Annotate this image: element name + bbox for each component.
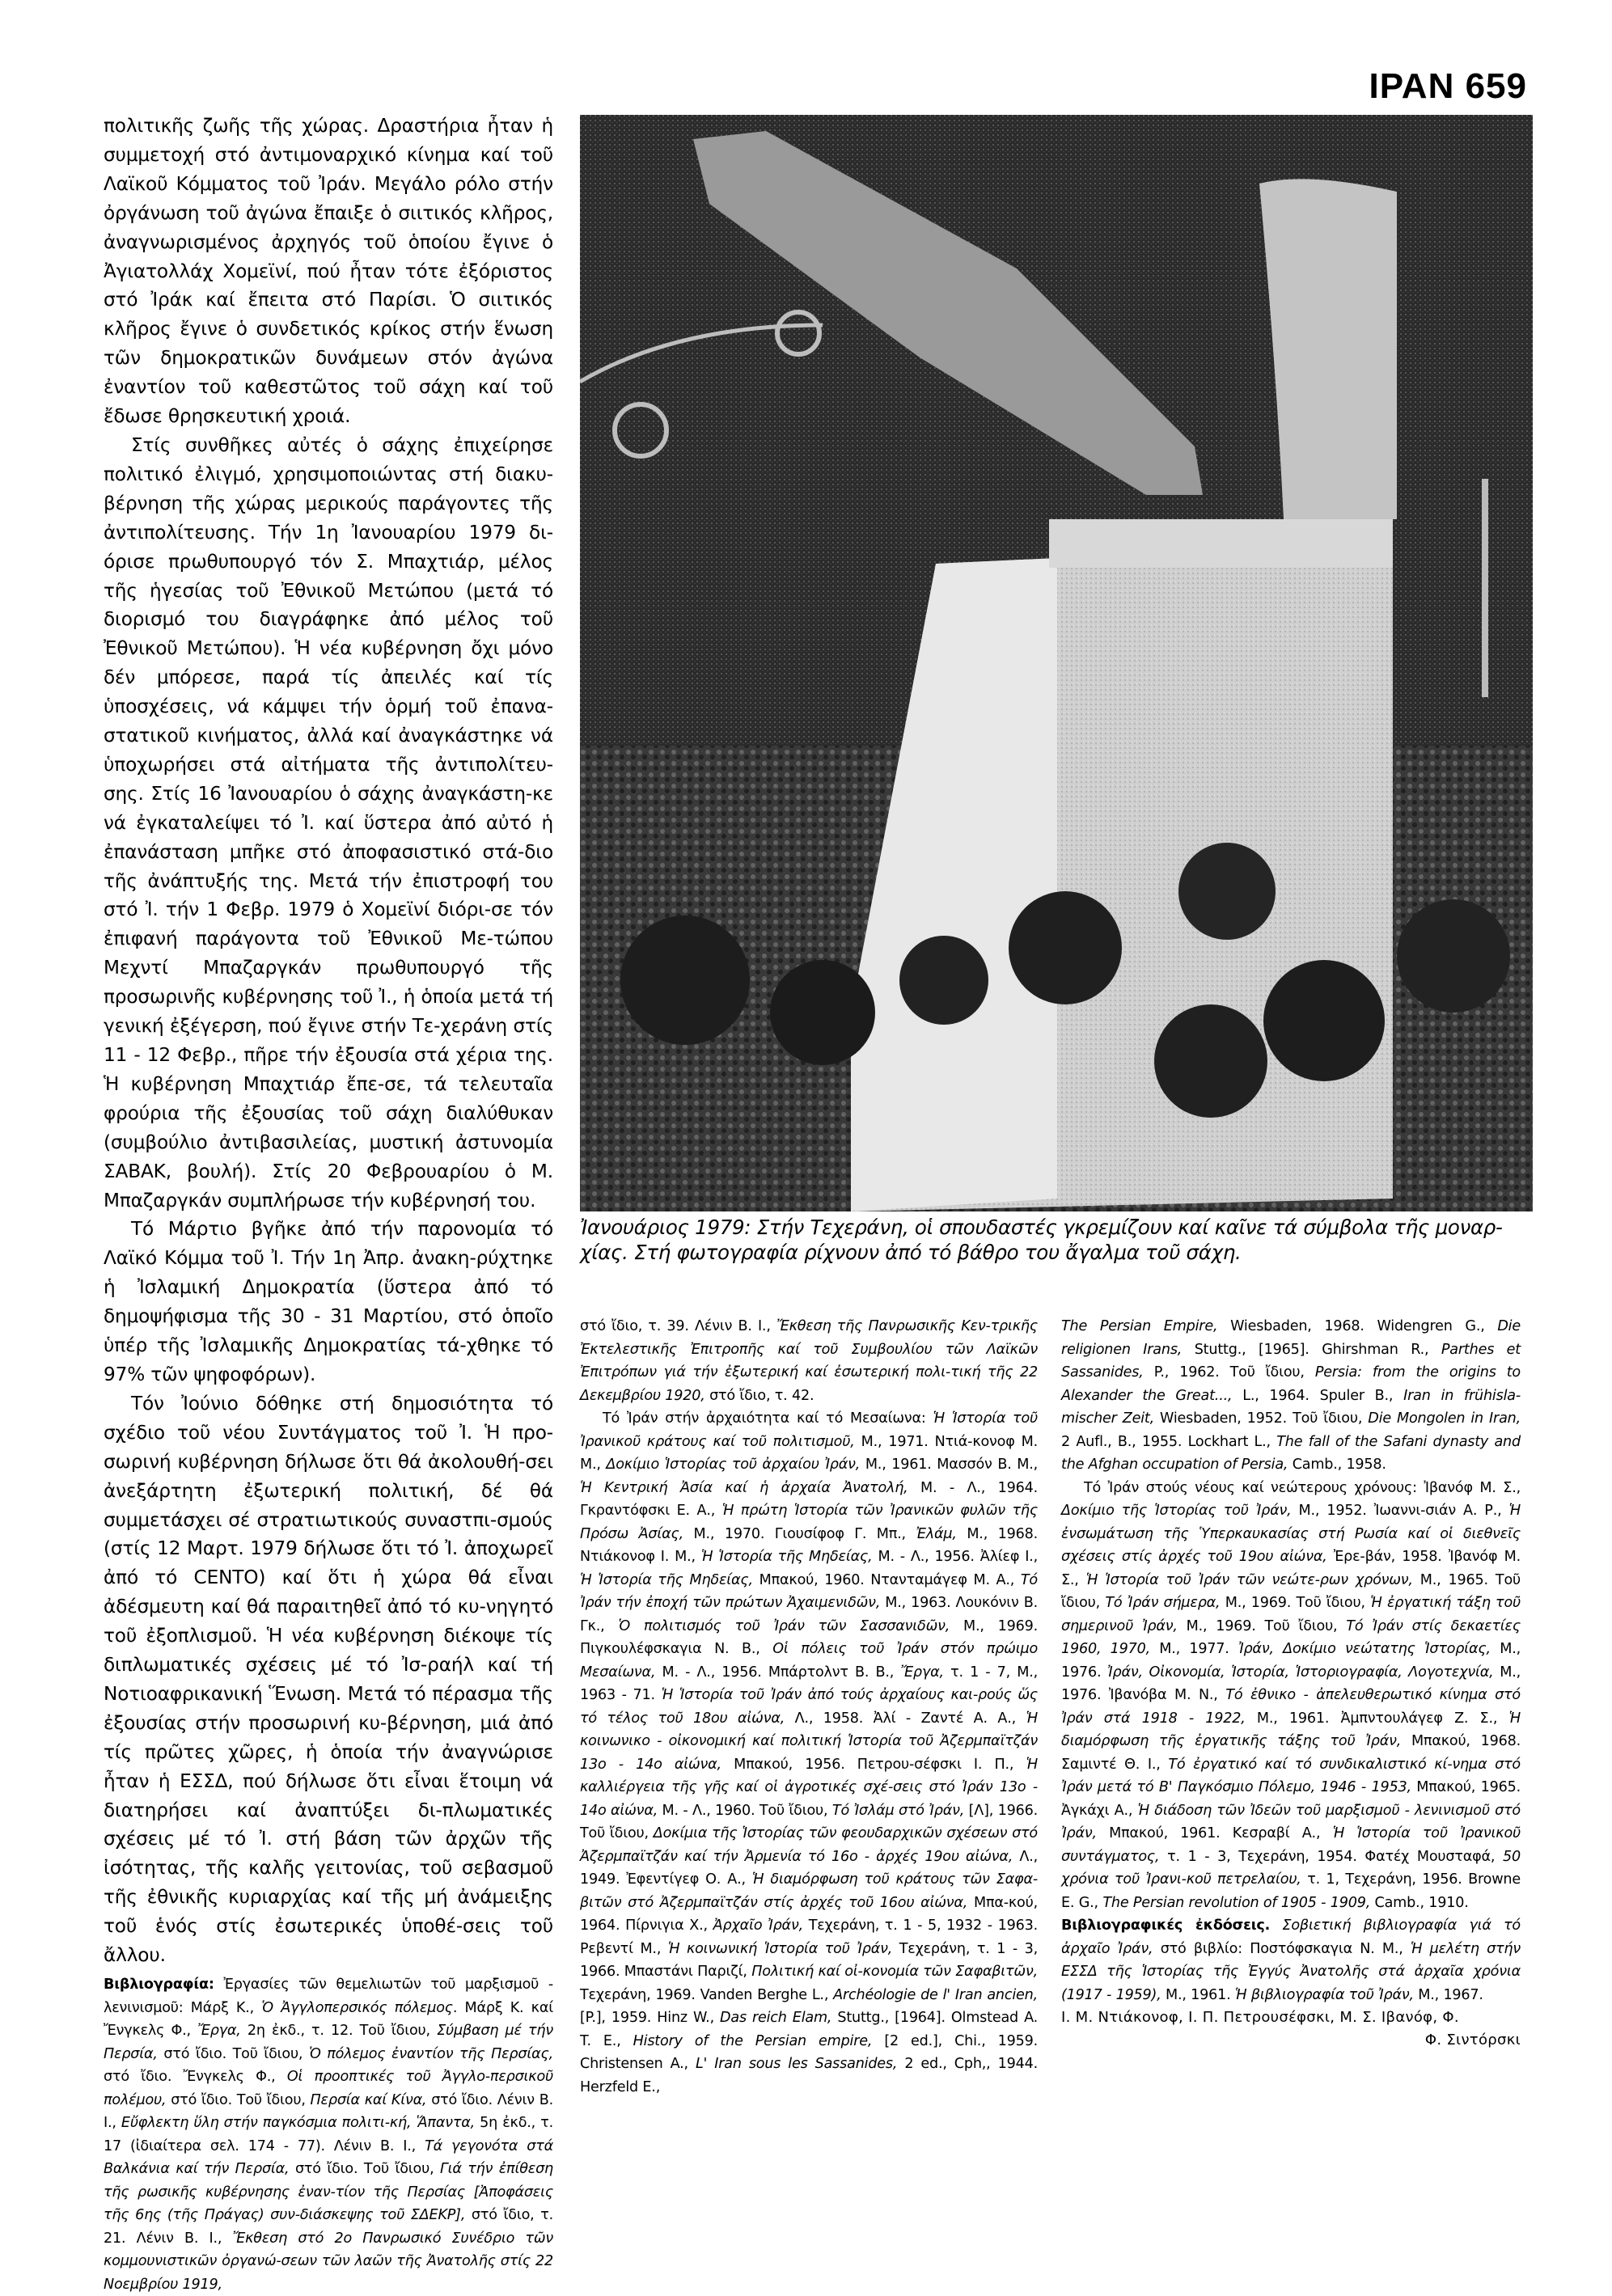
citation-text: Μ., 1971. Ντιά-κονοφ Μ. Μ., <box>580 1433 1038 1473</box>
citation-text: στό ἴδιο. Τοῦ ἴδιου, <box>166 2091 311 2108</box>
citation-title: Ἡ Ἱστορία τοῦ Ἰρανικοῦ κράτους καί τοῦ πολιτισμοῦ, <box>580 1410 1038 1450</box>
citation-text: Μ., 1961. <box>1161 1986 1235 2003</box>
citation-title: Οἱ προοπτικές τοῦ Ἀγγλο-περσικοῦ πολέμου, <box>104 2069 554 2108</box>
citation-title: Ἡ Ἱστορία τοῦ Ἰράν ἀπό τούς ἀρχαίους και-ρούς ὥς τό τέλος τοῦ 18ου αἰώνα, <box>580 1687 1038 1727</box>
citation-text: Λ., 1949. Ἐφεντίγεφ Ο. Α., <box>580 1848 1039 1888</box>
citation-text: Τεχεράνη, τ. 1 - 5, 1932 - 1963. Ρεβεντί Μ., <box>580 1918 1038 1957</box>
citation-title: Τό ἐθνικο - ἀπελευθερωτικό κίνημα στό Ἰράν στά 1918 - 1922, <box>1061 1687 1521 1727</box>
citation-title: Ἡ Ἱστορία τοῦ Ἰράν τῶν νεώτε-ρων χρόνων, <box>1085 1571 1413 1588</box>
photo-pole <box>1482 479 1488 697</box>
citation-text: Τό Ἰράν στήν ἀρχαιότητα καί τό Μεσαίωνα: <box>603 1410 933 1427</box>
citation-title: Ἡ Κεντρική Ἀσία καί ἡ ἀρχαία Ἀνατολή, <box>580 1479 908 1496</box>
citation-title: Ὁ πολιτισμός τοῦ Ἰράν τῶν Σασσανιδῶν, <box>618 1617 950 1634</box>
citation-text: Μ., 1965. Τοῦ ἴδιου, <box>1061 1571 1521 1611</box>
citation-title: Iran in frühisla-mischer Zeit, <box>1061 1387 1521 1427</box>
citation-text: στό ἴδιο. Τοῦ ἴδιου, <box>289 2161 441 2177</box>
citation-text: Μ., 1952. Ἰωαννι-σιάν Α. Ρ., <box>1291 1503 1509 1519</box>
citation-title: Ἡ κοινωνική Ἱστορία τοῦ Ἰράν, <box>667 1940 893 1957</box>
citation-title: Persia: from the origins to Alexander the Great..., <box>1061 1364 1521 1404</box>
citation-title: Τό Ἰράν σήμερα, <box>1105 1595 1221 1611</box>
citation-text: [2 ed.], Chi., 1959. Christensen A., <box>580 2032 1038 2072</box>
citation-title: Ἡ διαμόρφωση τοῦ κράτους τῶν Σαφα-βιτῶν στό Ἀζερμπαϊτζάν στίς ἀρχές τοῦ 16ου αἰώνα, <box>580 1871 1038 1911</box>
citation-text: Μ., 1976. <box>1061 1641 1521 1681</box>
citation-text: Μ. - Λ., 1960. Τοῦ ἴδιου, <box>658 1802 832 1819</box>
citation-title: Σύμβαση μέ τήν Περσία, <box>104 2023 553 2062</box>
citation-text: Μπα-κού, 1964. Πίρνιγια Χ., <box>580 1894 1038 1934</box>
citation-text: 5η ἐκδ., τ. 17 (ἰδιαίτερα σελ. 174 - 77). Λένιν Β. Ι., <box>104 2115 553 2154</box>
citation-text: Μ., 1968. Ντιάκονοφ Ι. Μ., <box>580 1525 1038 1565</box>
citation-text: 2η ἐκδ., τ. 12. Τοῦ ἴδιου, <box>240 2023 438 2039</box>
photo-caption: Ἰανουάριος 1979: Στήν Τεχεράνη, οἱ σπουδαστές γκρεμίζουν καί καῖνε τά σύμβολα τῆς μοναρ-χίας. Στή φωτογραφία ρίχνουν ἀπό τό βάθρο του ἄγαλμα τοῦ σάχη. <box>580 1216 1503 1264</box>
citation-text: Ἐργασίες τῶν θεμελιωτῶν τοῦ μαρξισμοῦ - λενινισμοῦ: Μάρξ Κ., <box>104 1977 553 2016</box>
citation-title: Ἡ κοινωνικο - οἰκονομική καί πολιτική Ἱστορία τοῦ Ἀζερμπαϊτζάν 13ο - 14ο αἰώνα, <box>580 1710 1039 1773</box>
bibliography-text <box>104 1977 553 2293</box>
citation-text: 2 ed., Cph,, 1944. Herzfeld E., <box>580 2056 1038 2095</box>
citation-title: Parthes et Sassanides, <box>1061 1341 1521 1381</box>
citation-text: στό ἴδιο, τ. 39. Λένιν Β. Ι., <box>580 1318 776 1334</box>
citation-text: στό ἴδιο, τ. 42. <box>704 1387 814 1404</box>
citation-text: Μ. - Λ., 1964. Γκραντόφσκι Ε. Α., <box>580 1479 1038 1519</box>
citation-title: Ἔκθεση τῆς Πανρωσικῆς Κεν-τρικῆς Ἐκτελεστικῆς Ἐπιτροπῆς καί τοῦ Συμβουλίου τῶν Λαϊκῶν Ἐπιτρόπων γιά τήν ἐξωτερική καί ἐσωτερική πολι-τική τῆς 22 Δεκεμβρίου 1920, <box>580 1318 1038 1404</box>
bibliography-paragraph <box>1061 1477 1521 1915</box>
citation-text: P., 1962. Τοῦ ἴδιου, <box>1143 1364 1315 1381</box>
citation-title: Τό Ἰσλάμ στό Ἰράν, <box>831 1802 965 1819</box>
bibliography-paragraph <box>580 1315 1038 1407</box>
citation-text: Τό Ἰράν στούς νέους καί νεώτερους χρόνους: Ἰβανόφ Μ. Σ., <box>1084 1479 1521 1496</box>
citation-text: Camb., 1910. <box>1370 1894 1469 1911</box>
citation-text: L., 1964. Spuler B., <box>1232 1387 1404 1404</box>
right-column-bibliography <box>1061 1315 1521 2052</box>
citation-title: Ἡ βιβλιογραφία τοῦ Ἰράν, <box>1234 1986 1414 2003</box>
citation-text: Wiesbaden, 1952. Τοῦ ἴδιου, <box>1153 1410 1369 1427</box>
citation-title: L' Iran sous les Sassanides, <box>695 2056 898 2072</box>
citation-text: Μ., 1969. Τοῦ ἴδιου, <box>1220 1595 1371 1611</box>
citation-title: Πολιτική καί οἰ-κονομία τῶν Σαφαβιτῶν, <box>751 1964 1038 1980</box>
citation-text: Μ., 1967. <box>1413 1986 1483 2003</box>
citation-title: Περσία καί Κίνα, <box>310 2091 427 2108</box>
citation-title: Γιά τήν ἐπίθεση τῆς ρωσικῆς κυβέρνησης ἐναν-τίον τῆς Περσίας [Ἀποφάσεις τῆς 6ης (τῆς Πράγας) συν-διάσκεψης τοῦ ΣΔΕΚΡ], <box>104 2161 553 2223</box>
citation-text: Μ., 1970. Γιουσίφοφ Γ. Μπ., <box>683 1525 916 1542</box>
citation-text: στό ἴδιο. Τοῦ ἴδιου, <box>157 2045 309 2062</box>
photo-statue-toppling <box>580 115 1533 1211</box>
citation-title: Σοβιετική βιβλιογραφία γιά τό ἀρχαῖο Ἰράν, <box>1061 1918 1521 1957</box>
body-paragraph: Τόν Ἰούνιο δόθηκε στή δημοσιότητα τό σχέδιο τοῦ νέου Συντάγματος τοῦ Ἰ. Ἡ προ-σωρινή κυβέρνηση δήλωσε ὅτι θά ἀκολουθή-σει ἀνεξάρτητη ἐξωτερική πολιτική, δέ θά συμμετάσχει σέ στρατιωτικούς συναστπι-σμούς (στίς 12 Μαρτ. 1979 δήλωσε ὅτι τό Ἰ. ἀποχωρεῖ ἀπό τό CENTO) καί ὅτι ἡ χώρα θά εἶναι ἀδέσμευτη καί θά παραιτηθεῖ ἀπό τό κυ-νηγητό τοῦ ἐξοπλισμοῦ. Ἡ νέα κυβέρνηση διέκοψε τίς διπλωματικές σχέσεις μέ τό Ἰσ-ραήλ καί τή Νοτιοαφρικανική Ἕνωση. Μετά τό πέρασμα τῆς ἐξουσίας στήν προσωρινή κυ-βέρνηση, μιά ἀπό τίς πρῶτες χῶρες, ἡ ὁποία τήν ἀναγνώρισε ἦταν ἡ ΕΣΣΔ, πού δήλωσε ὅτι εἶναι ἕτοιμη νά διατηρήσει καί ἀναπτύξει δι-πλωματικές σχέσεις μέ τό Ἰ. στή βάση τῶν ἀρχῶν τῆς ἰσότητας, τῆς καλῆς γειτονίας, τοῦ σεβασμοῦ τῆς ἐθνικῆς κυριαρχίας καί τῆς μή ἀνάμειξης τοῦ ἑνός στίς ἐσωτερικές ὑποθέ-σεις τοῦ ἄλλου. <box>104 1392 553 1967</box>
citation-title: Ἡ μελέτη στήν ΕΣΣΔ τῆς Ἱστορίας τῆς Ἐγγύς Ἀνατολῆς στά ἀρχαῖα χρόνια (1917 - 1959), <box>1061 1940 1521 2003</box>
authors-signature: Ι. Μ. Ντιάκονοφ, Ι. Π. Πετρουσέφσκι, Μ. Σ. Ιβανόφ, Φ. <box>1061 2009 1459 2026</box>
citation-text: Ἐρε-βάν, 1958. Ἰβανόφ Μ. Σ., <box>1061 1549 1521 1588</box>
citation-title: Ἡ διαμόρφωση τῆς ἐργατικῆς τάξης τοῦ Ἰράν, <box>1061 1710 1521 1749</box>
page-running-title: IPAN 659 <box>1369 66 1527 106</box>
citation-text: Μ., 1976. Ἰβανόβα Μ. Ν., <box>1061 1664 1521 1703</box>
citation-text: στό ἴδιο. Ἔνγκελς Φ., <box>104 2069 287 2085</box>
citation-title: Εὔφλεκτη ὕλη στήν παγκόσμια πολιτι-κή, Ἅπαντα, <box>121 2115 476 2131</box>
citation-text: 2 Aufl., B., 1955. Lockhart L., <box>1061 1433 1277 1450</box>
citation-text: στό ἴδιο, τ. 21. Λένιν Β. Ι., <box>104 2207 553 2247</box>
citation-text: Μ., 1969. Πιγκουλέφσκαγια Ν. Β., <box>580 1617 1038 1657</box>
citation-text: Μ., 1977. <box>1150 1641 1238 1657</box>
citation-text: [Λ], 1966. Τοῦ ἴδιου, <box>580 1802 1038 1841</box>
citation-text: Μ., 1961. Μασσόν Β. Μ., <box>860 1457 1038 1473</box>
citation-title: Ἔκθεση στό 2ο Πανρωσικό Συνέδριο τῶν κομμουνιστικῶν ὀργανώ-σεων τῶν λαῶν τῆς Ἀνατολῆς στίς 22 Νοεμβρίου 1919, <box>104 2230 553 2293</box>
citation-title: Ὁ Ἀγγλοπερσικός πόλεμος <box>261 1999 453 2016</box>
citation-text: Μ. - Λ., 1956. Ἀλίεφ Ι., <box>872 1549 1038 1565</box>
citation-title: Ἰράν, Οἰκονομία, Ἱστορία, Ἱστοριογραφία, Λογοτεχνία, <box>1107 1664 1494 1681</box>
citation-text: Λ., 1958. Ἀλί - Ζαντέ Α. Α., <box>785 1710 1026 1727</box>
citation-title: 50 χρόνια τοῦ Ἰρανι-κοῦ πετρελαίου, <box>1061 1848 1521 1888</box>
editions-heading: Βιβλιογραφικές ἐκδόσεις. <box>1061 1918 1271 1934</box>
citation-title: Ἰράν, Δοκίμιο νεώτατης Ἱστορίας, <box>1238 1641 1491 1657</box>
bibliographic-editions <box>1061 1914 1521 2006</box>
citation-text: στό ἴδιο. Λένιν Β. Ι., <box>104 2091 554 2131</box>
photo-pedestal-top <box>1049 519 1393 568</box>
citation-title: History of the Persian empire, <box>633 2032 873 2049</box>
citation-title: Ἡ Ἱστορία τῆς Μηδείας, <box>700 1549 873 1565</box>
citation-text: . Μάρξ Κ. καί Ἔνγκελς Φ., <box>104 1999 553 2039</box>
citation-title: Τό Ἰράν τήν ἐποχή τῶν πρώτων Ἀχαιμενιδῶν, <box>580 1571 1038 1611</box>
citation-title: Ἡ καλλιέργεια τῆς γῆς καί οἱ ἀγροτικές σχέ-σεις στό Ἰράν 13ο - 14ο αἰώνα, <box>580 1756 1039 1819</box>
citation-text: τ. 1 - 3, Τεχεράνη, 1954. Φατέχ Μουσταφά, <box>1159 1848 1503 1865</box>
citation-title: Ἡ Ἱστορία τοῦ Ἰρανικοῦ συντάγματος, <box>1061 1825 1521 1865</box>
citation-title: Ἐλάμ, <box>916 1525 957 1542</box>
citation-title: Τό ἐργατικό καί τό συνδικαλιστικό κί-νημα στό Ἰράν μετά τό Β' Παγκόσμιο Πόλεμο, 1946 - 1953, <box>1061 1756 1521 1795</box>
citation-text: [P.], 1959. Hinz W., <box>580 2010 721 2026</box>
citation-text: τ. 1 - 7, Μ., 1963 - 71. <box>580 1664 1038 1703</box>
left-column <box>104 112 553 2296</box>
citation-title: Ἡ διάδοση τῶν Ἰδεῶν τοῦ μαρξισμοῦ - λενινισμοῦ στό Ἰράν, <box>1061 1802 1521 1841</box>
citation-title: Ἔργα, <box>197 2023 241 2039</box>
citation-text: Stuttg., [1965]. Ghirshman R., <box>1182 1341 1441 1358</box>
citation-title: Δοκίμια τῆς Ἱστορίας τῶν φεουδαρχικῶν σχέσεων στό Ἀζερμπαϊτζάν καί τήν Ἀρμενία τό 16ο - ἀρχές 19ου αἰώνα, <box>580 1825 1038 1865</box>
citation-text: Stuttg., [1964]. Olmstead A. T. E., <box>580 2010 1038 2049</box>
bibliography-paragraph <box>1061 1315 1521 1477</box>
body-paragraph: Τό Μάρτιο βγῆκε ἀπό τήν παρονομία τό Λαϊκό Κόμμα τοῦ Ἰ. Τήν 1η Ἀπρ. ἀνακη-ρύχτηκε ἡ Ἰσλαμική Δημοκρατία (ὕστερα ἀπό τό δημοψήφισμα τῆς 30 - 31 Μαρτίου, στό ὁποῖο ὑπέρ τῆς Ἰσλαμικῆς Δημοκρατίας τά-χθηκε τό 97% τῶν ψηφοφόρων). <box>104 1218 553 1385</box>
citation-title: Ἔργα, <box>900 1664 944 1681</box>
bibliography-paragraph <box>580 1407 1038 2099</box>
citation-title: The Persian Empire, <box>1061 1318 1218 1334</box>
citation-title: Ὁ πόλεμος ἐναντίον τῆς Περσίας, <box>308 2045 553 2062</box>
authors-signature-continued: Φ. Σιντόρσκι <box>1424 2032 1521 2049</box>
citation-text: στό βιβλίο: Ποστόφσκαγια Ν. Μ., <box>1153 1940 1411 1957</box>
citation-title: Ἡ ἐργατική τάξη τοῦ σημερινοῦ Ἰράν, <box>1061 1595 1521 1634</box>
citation-text: Μπακού, 1961. Κεσραβί Α., <box>1096 1825 1333 1841</box>
citation-text: Μ., 1969. Τοῦ ἴδιου, <box>1177 1617 1347 1634</box>
citation-text: Μ., 1963. Λουκόνιν Β. Γκ., <box>580 1595 1038 1634</box>
citation-text: Camb., 1958. <box>1288 1457 1386 1473</box>
citation-title: Das reich Elam, <box>720 2010 832 2026</box>
citation-title: The Persian revolution of 1905 - 1909, <box>1102 1894 1371 1911</box>
citation-text: Μπακού, 1960. Ντανταμάγεφ Μ. Α., <box>752 1571 1021 1588</box>
citation-text: Τεχεράνη, 1969. Vanden Berghe L., <box>580 1986 834 2003</box>
article-body <box>104 112 553 1970</box>
citation-text: τ. 1, Τεχεράνη, 1956. Browne E. G., <box>1061 1871 1521 1911</box>
citation-title: Τά γεγονότα στά Βαλκάνια καί τήν Περσία, <box>104 2137 554 2177</box>
citation-text: Τεχεράνη, τ. 1 - 3, 1966. Μπαστάνι Παριζί, <box>580 1940 1038 1980</box>
citation-title: Ἀρχαῖο Ἰράν, <box>713 1918 803 1934</box>
citation-title: Δοκίμιο τῆς Ἱστορίας τοῦ Ἰράν, <box>1061 1503 1292 1519</box>
body-paragraph: πολιτικῆς ζωῆς τῆς χώρας. Δραστήρια ἦταν ἡ συμμετοχή στό ἀντιμοναρχικό κίνημα καί τοῦ Λαϊκοῦ Κόμματος τοῦ Ἰράν. Μεγάλο ρόλο στήν ὀργάνωση τοῦ ἀγώνα ἔπαιξε ὁ σιιτικός κλῆρος, ἀναγνωρισμένος ἀρχηγός τοῦ ὁποίου ἔγινε ὁ Ἀγιατολλάχ Χομεϊνί, πού ἦταν τότε ἐξόριστος στό Ἰράκ καί ἔπειτα στό Παρίσι. Ὁ σιιτικός κλῆρος ἔγινε ὁ συνδετικός κρίκος στήν ἕνωση τῶν δημοκρατικῶν δυνάμεων στόν ἀγώνα ἐναντίον τοῦ καθεστῶτος τοῦ σάχη καί τοῦ ἔδωσε θρησκευτική χροιά. <box>104 115 553 428</box>
citation-title: The fall of the Safani dynasty and the Afghan occupation of Persia, <box>1061 1433 1521 1473</box>
citation-title: Die religionen Irans, <box>1061 1318 1521 1358</box>
citation-title: Τό Ἰράν στίς δεκαετίες 1960, 1970, <box>1061 1617 1521 1657</box>
middle-column-bibliography <box>580 1315 1038 2099</box>
body-paragraph: Στίς συνθῆκες αὐτές ὁ σάχης ἐπιχείρησε πολιτικό ἐλιγμό, χρησιμοποιώντας στή διακυ-βέρνηση τῆς χώρας μερικούς παράγοντες τῆς ἀντιπολίτευσης. Τήν 1η Ἰανουαρίου 1979 δι-όρισε πρωθυπουργό τόν Σ. Μπαχτιάρ, μέλος τῆς ἡγεσίας τοῦ Ἐθνικοῦ Μετώπου (μετά τό διορισμό του διαγράφηκε ἀπό μέλος τοῦ Ἐθνικοῦ Μετώπου). Ἡ νέα κυβέρνηση ὄχι μόνο δέν μπόρεσε, παρά τίς ἀπειλές καί τίς ὑποσχέσεις, νά κάμψει τήν ὁρμή τοῦ ἐπανα-στατικοῦ κινήματος, ἀλλά καί ἀναγκάστηκε νά ὑποχωρήσει στά αἰτήματα τῆς ἀντιπολίτευ-σης. Στίς 16 Ἰανουαρίου ὁ σάχης ἀναγκάστη-κε νά ἐγκαταλείψει τό Ἰ. καί ὕστερα ἀπό αὐτό ἡ ἐπανάσταση μπῆκε στό ἀποφασιστικό στά-διο τῆς ἀνάπτυξής της. Μετά τήν ἐπιστροφή του στό Ἰ. τήν 1 Φεβρ. 1979 ὁ Χομεϊνί διόρι-σε τόν ἐπιφανή παράγοντα τοῦ Ἐθνικοῦ Με-τώπου Μεχντί Μπαζαργκάν πρωθυπουργό τῆς προσωρινῆς κυβέρνησης τοῦ Ἰ., ἡ ὁποία μετά τή γενική ἐξέγερση, πού ἔγινε στήν Τε-χεράνη στίς 11 - 12 Φεβρ., πῆρε τήν ἐξουσία στά χέρια της. Ἡ κυβέρνηση Μπαχτιάρ ἔπε-σε, τά τελευταῖα φρούρια τῆς ἐξουσίας τοῦ σάχη διαλύθυκαν (συμβούλιο ἀντιβασιλείας, μυστική ἀστυνομία ΣΑΒΑΚ, βουλή). Στίς 20 Φεβρουαρίου ὁ Μ. Μπαζαργκάν συμπλήρωσε τήν κυβέρνησή του. <box>104 433 553 1211</box>
citation-text: Wiesbaden, 1968. Widengren G., <box>1217 1318 1498 1334</box>
citation-text: Μ. - Λ., 1956. Μπάρτολντ Β. Β., <box>655 1664 901 1681</box>
citation-title: Ἡ πρώτη Ἱστορία τῶν Ἰρανικῶν φυλῶν τῆς Πρόσω Ἀσίας, <box>580 1503 1038 1542</box>
citation-title: Οἱ πόλεις τοῦ Ἰράν στόν πρώιμο Μεσαίωνα, <box>580 1641 1039 1681</box>
citation-text: Μ., 1961. Ἀμπντουλάγεφ Ζ. Σ., <box>1245 1710 1509 1727</box>
citation-title: Ἡ Ἱστορία τῆς Μηδείας, <box>580 1571 753 1588</box>
citation-title: Archéologie de l' Iran ancien, <box>833 1986 1038 2003</box>
bibliography-paragraph <box>104 1973 553 2296</box>
citation-title: Ἡ ἐνσωμάτωση τῆς Ὑπερκαυκασίας στή Ρωσία καί οἱ διεθνεῖς σχέσεις στίς ἀρχές τοῦ 19ου αἰώνα, <box>1061 1503 1521 1565</box>
citation-text: Μπακού, 1965. Ἀγκάχι Α., <box>1061 1779 1521 1819</box>
bibliography <box>104 1973 553 2296</box>
citation-title: Δοκίμιο Ἱστορίας τοῦ ἀρχαίου Ἰράν, <box>606 1457 861 1473</box>
photo-image <box>580 115 1533 1211</box>
citation-title: Die Mongolen in Iran, <box>1368 1410 1521 1427</box>
citation-text: Μπακού, 1956. Πετρου-σέφσκι Ι. Π., <box>721 1756 1026 1773</box>
citation-text: Μπακού, 1968. Σαμιντέ Θ. Ι., <box>1061 1733 1521 1773</box>
bibliography-heading: Βιβλιογραφία: <box>104 1977 214 1993</box>
